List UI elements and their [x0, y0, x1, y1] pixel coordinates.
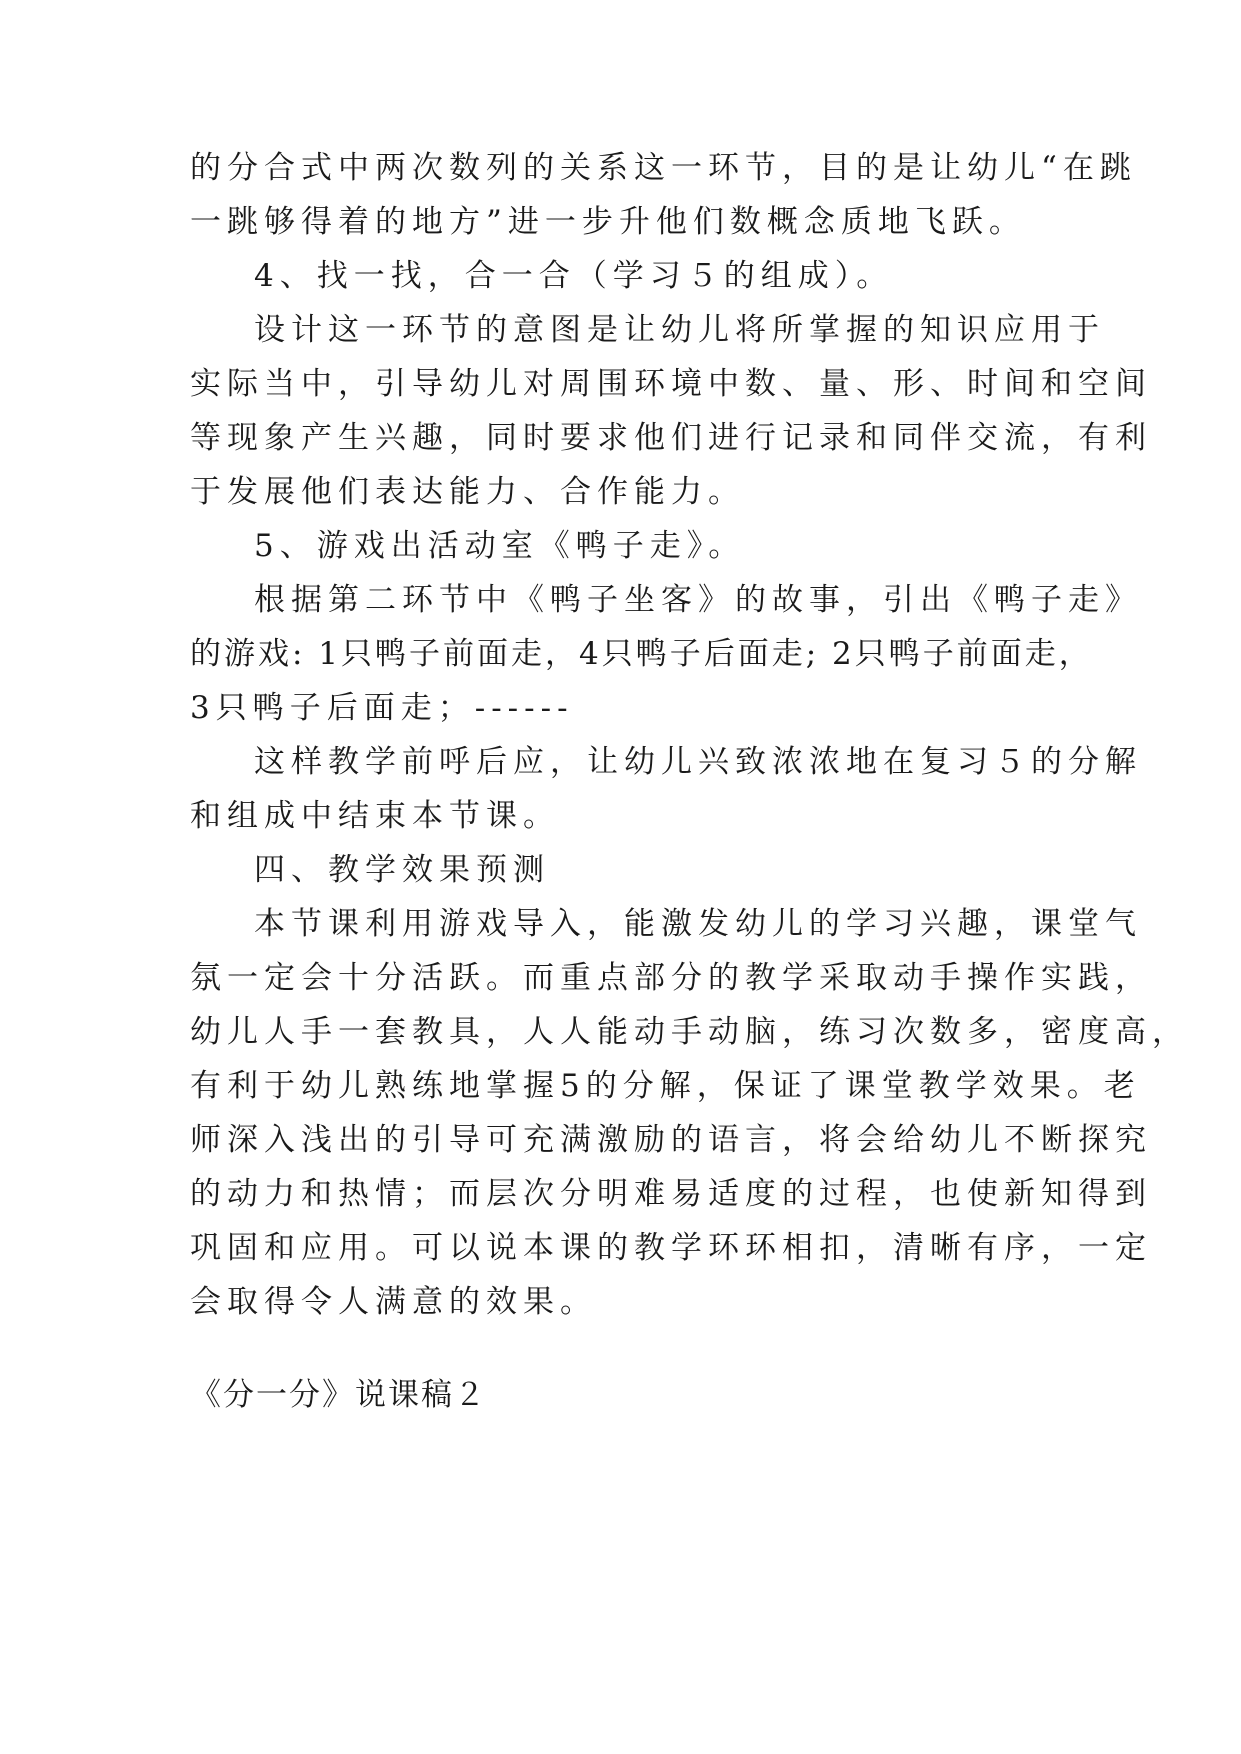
paragraph-line: 和组成中结束本节课。 [190, 798, 560, 834]
paragraph-line: 5、游戏出活动室《鸭子走》。 [254, 528, 746, 564]
paragraph-line: 一跳够得着的地方”进一步升他们数概念质地飞跃。 [190, 204, 1026, 240]
paragraph-line: 4、找一找，合一合（学习５的组成）。 [254, 258, 894, 294]
paragraph-line: 巩固和应用。可以说本课的教学环环相扣，清晰有序，一定 [190, 1230, 1152, 1266]
paragraph-line: 氛一定会十分活跃。而重点部分的教学采取动手操作实践， [190, 960, 1152, 996]
paragraph-line: 3只鸭子后面走；------ [190, 690, 574, 726]
paragraph-line: 师深入浅出的引导可充满激励的语言，将会给幼儿不断探究 [190, 1122, 1152, 1158]
paragraph-line: 的分合式中两次数列的关系这一环节，目的是让幼儿“在跳 [190, 150, 1137, 186]
paragraph-line: 等现象产生兴趣，同时要求他们进行记录和同伴交流，有利 [190, 420, 1152, 456]
paragraph-line: 根据第二环节中《鸭子坐客》的故事，引出《鸭子走》 [254, 582, 1142, 618]
paragraph-line: 有利于幼儿熟练地掌握5的分解，保证了课堂教学效果。老 [190, 1068, 1141, 1104]
paragraph-line: 设计这一环节的意图是让幼儿将所掌握的知识应用于 [254, 312, 1105, 348]
paragraph-line: 于发展他们表达能力、合作能力。 [190, 474, 745, 510]
paragraph-line: 幼儿人手一套教具，人人能动手动脑，练习次数多，密度高， [190, 1014, 1189, 1050]
paragraph-line: 的游戏: 1只鸭子前面走，4只鸭子后面走; 2只鸭子前面走， [190, 636, 1093, 672]
section-title: 《分一分》说课稿２ [190, 1377, 487, 1413]
paragraph-line: 的动力和热情；而层次分明难易适度的过程，也使新知得到 [190, 1176, 1152, 1212]
paragraph-line: 本节课利用游戏导入，能激发幼儿的学习兴趣，课堂气 [254, 906, 1142, 942]
paragraph-line: 这样教学前呼后应，让幼儿兴致浓浓地在复习５的分解 [254, 744, 1142, 780]
paragraph-line: 会取得令人满意的效果。 [190, 1284, 597, 1320]
paragraph-line: 实际当中，引导幼儿对周围环境中数、量、形、时间和空间 [190, 366, 1152, 402]
section-heading: 四、教学效果预测 [254, 852, 550, 888]
